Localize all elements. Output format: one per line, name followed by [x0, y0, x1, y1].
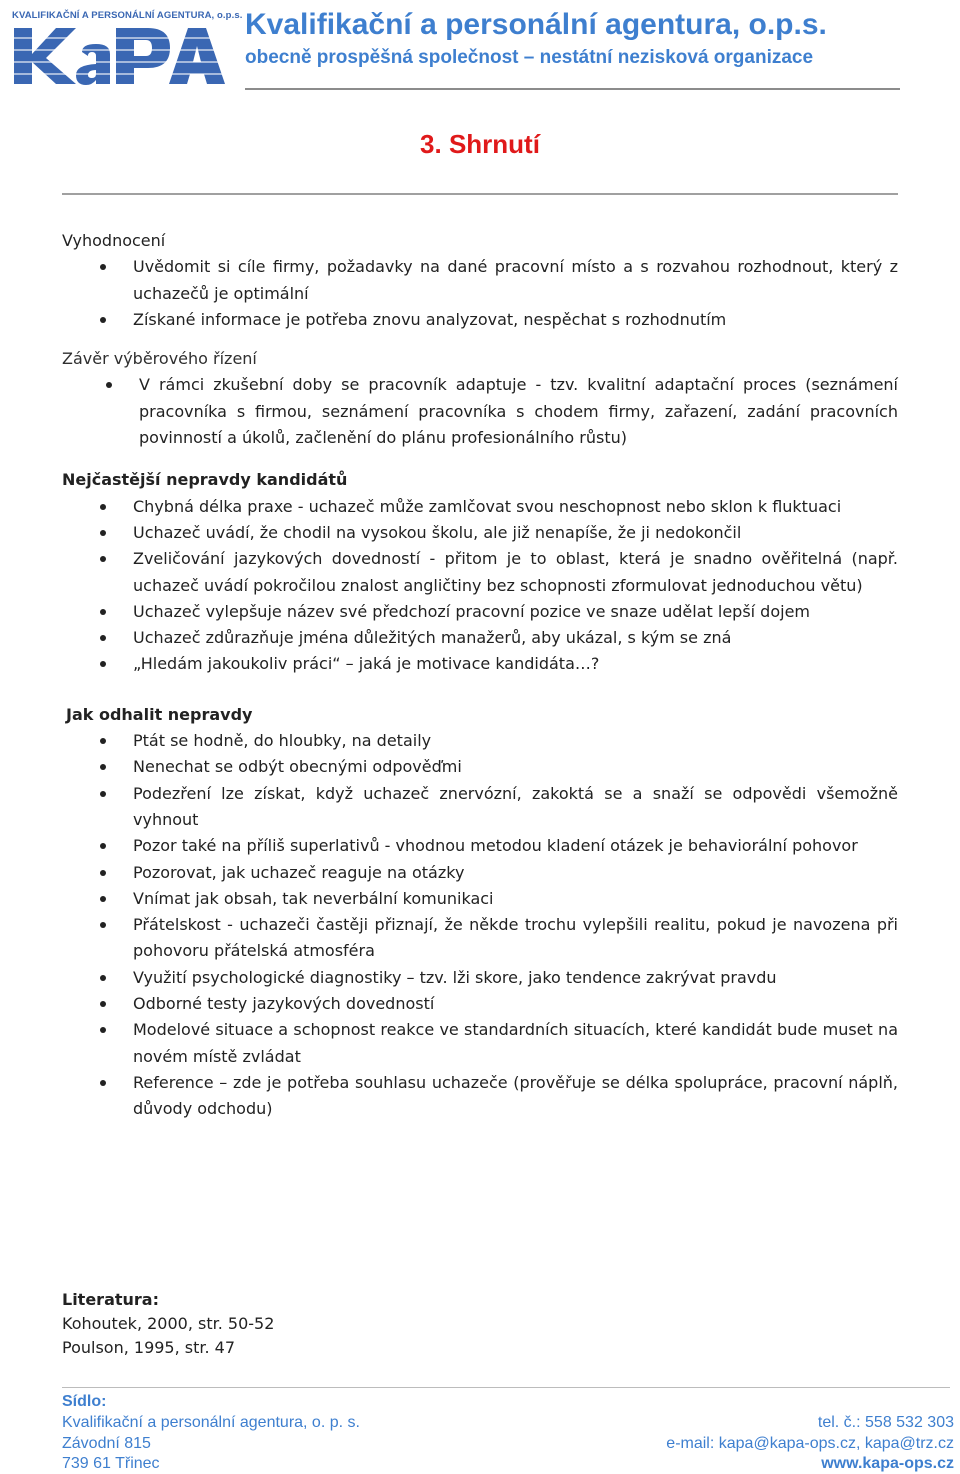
section-title: 3. Shrnutí [420, 129, 540, 159]
bullet-icon [100, 317, 106, 323]
bullet-icon [100, 843, 106, 849]
organization-subtitle: obecně prospěšná společnost – nestátní nezisková organizace [245, 47, 814, 68]
bullet-icon [100, 738, 106, 744]
bullet-icon [100, 1001, 106, 1007]
literature-item: Kohoutek, 2000, str. 50-52 [62, 1314, 275, 1333]
list-item: Ptát se hodně, do hloubky, na detaily [62, 728, 898, 754]
bullet-icon [106, 382, 112, 388]
literature-label: Literatura: [62, 1290, 159, 1309]
bullet-list-nepravdy [62, 494, 898, 678]
footer-web-link[interactable]: www.kapa-ops.cz [821, 1455, 954, 1472]
list-item: V rámci zkušební doby se pracovník adaptuje - tzv. kvalitní adaptační proces (seznámení pracovníka s firmou, seznámení pracovníka s chodem firmy, zařazení, zadání pracovních povinností a úkolů, začlenění do plánu profesionálního růstu) [62, 372, 898, 451]
footer-city: 739 61 Třinec [62, 1455, 160, 1472]
literature-item: Poulson, 1995, str. 47 [62, 1338, 236, 1357]
list-item: Reference – zde je potřeba souhlasu uchazeče (prověřuje se délka spolupráce, pracovní náplň, důvody odchodu) [62, 1070, 898, 1123]
footer-street: Závodní 815 [62, 1435, 151, 1452]
header-divider [245, 88, 900, 90]
bullet-icon [100, 896, 106, 902]
bullet-icon [100, 870, 106, 876]
list-item: Využití psychologické diagnostiky – tzv. lži skore, jako tendence zakrývat pravdu [62, 965, 898, 991]
list-item: Pozor také na příliš superlativů - vhodnou metodou kladení otázek je behaviorální pohovor [62, 833, 898, 859]
footer-email-link[interactable]: e-mail: kapa@kapa-ops.cz, kapa@trz.cz [666, 1435, 954, 1452]
literature-block [62, 1288, 274, 1360]
list-item: Získané informace je potřeba znovu analyzovat, nespěchat s rozhodnutím [62, 307, 898, 333]
kapa-logo [12, 10, 243, 88]
bullet-icon [100, 922, 106, 928]
list-item: Modelové situace a schopnost reakce ve standardních situacích, které kandidát bude muset na novém místě zvládat [62, 1017, 898, 1070]
bullet-icon [100, 556, 106, 562]
footer-org-name: Kvalifikační a personální agentura, o. p. s. [62, 1414, 360, 1431]
document-body [62, 228, 898, 1123]
list-item: Chybná délka praxe - uchazeč může zamlčovat svou neschopnost nebo sklon k fluktuaci [62, 494, 898, 520]
section-heading-jak-odhalit: Jak odhalit nepravdy [66, 704, 253, 724]
footer-phone: tel. č.: 558 532 303 [817, 1414, 954, 1431]
logo-top-text: KVALIFIKAČNÍ A PERSONÁLNÍ AGENTURA, o.p.s. [12, 10, 243, 21]
organization-title: Kvalifikační a personální agentura, o.p.s. [245, 8, 827, 41]
list-item: Uvědomit si cíle firmy, požadavky na dané pracovní místo a s rozvahou rozhodnout, který z uchazečů je optimální [62, 254, 898, 307]
bullet-list-vyhodnoceni [62, 254, 898, 333]
title-divider [62, 193, 898, 195]
footer-divider [62, 1387, 950, 1388]
list-item: Uchazeč zdůrazňuje jména důležitých manažerů, aby ukázal, s kým se zná [62, 625, 898, 651]
bullet-icon [100, 504, 106, 510]
bullet-icon [100, 264, 106, 270]
bullet-icon [100, 661, 106, 667]
list-item: Nenechat se odbýt obecnými odpověďmi [62, 754, 898, 780]
section-heading-zaver: Závěr výběrového řízení [62, 349, 257, 369]
bullet-icon [100, 764, 106, 770]
footer-seat-label: Sídlo: [62, 1393, 107, 1410]
bullet-icon [100, 1080, 106, 1086]
list-item: Pozorovat, jak uchazeč reaguje na otázky [62, 860, 898, 886]
list-item: Zveličování jazykových dovedností - přitom je to oblast, která je snadno ověřitelná (např. uchazeč uvádí pokročilou znalost angličtiny bez schopnosti zformulovat jednoduchou větu) [62, 546, 898, 599]
bullet-icon [100, 1027, 106, 1033]
list-item: Vnímat jak obsah, tak neverbální komunikaci [62, 886, 898, 912]
bullet-icon [100, 975, 106, 981]
bullet-icon [100, 530, 106, 536]
section-heading-vyhodnoceni: Vyhodnocení [62, 231, 166, 250]
bullet-list-zaver [62, 372, 898, 451]
list-item: Podezření lze získat, když uchazeč znervózní, zakoktá se a snaží se odpovědi všemožně vyhnout [62, 781, 898, 834]
bullet-icon [100, 635, 106, 641]
kapa-logo-graphic [12, 24, 227, 88]
bullet-list-jak-odhalit [62, 728, 898, 1122]
list-item: Odborné testy jazykových dovedností [62, 991, 898, 1017]
section-heading-nepravdy: Nejčastější nepravdy kandidátů [62, 470, 348, 490]
bullet-icon [100, 609, 106, 615]
list-item: Přátelskost - uchazeči častěji přiznají, že někde trochu vylepšili realitu, pokud je navozena při pohovoru přátelská atmosféra [62, 912, 898, 965]
list-item: „Hledám jakoukoliv práci“ – jaká je motivace kandidáta…? [62, 651, 898, 677]
bullet-icon [100, 791, 106, 797]
list-item: Uchazeč uvádí, že chodil na vysokou školu, ale již nenapíše, že ji nedokončil [62, 520, 898, 546]
list-item: Uchazeč vylepšuje název své předchozí pracovní pozice ve snaze udělat lepší dojem [62, 599, 898, 625]
